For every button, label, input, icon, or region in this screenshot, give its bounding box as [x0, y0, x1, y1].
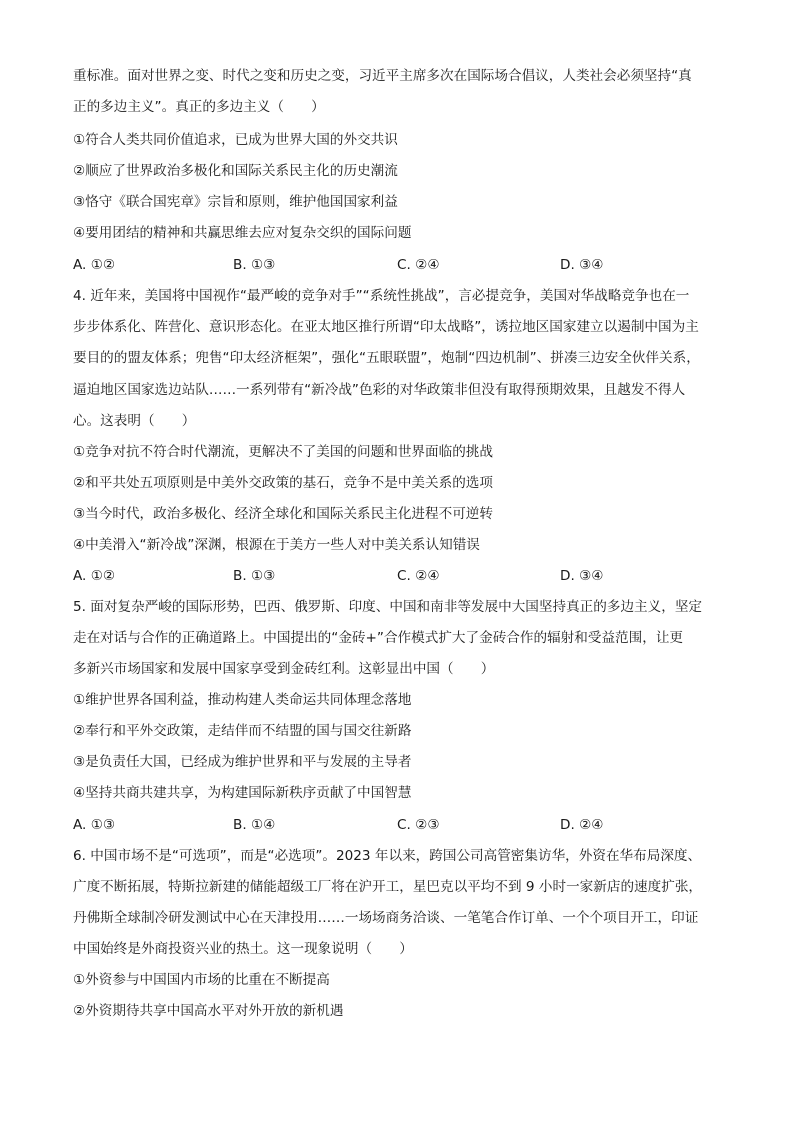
q3-statement-1: ①符合人类共同价值追求，已成为世界大国的外交共识	[73, 132, 398, 148]
q4-stem-line-1: 4. 近年来，美国将中国视作“最严峻的竞争对手”“系统性挑战”，言必提竞争，美国对华战略竞争也在一	[73, 288, 690, 304]
q4-statement-3: ③当今时代，政治多极化、经济全球化和国际关系民主化进程不可逆转	[73, 506, 493, 522]
q6-stem-line-4: 中国始终是外商投资兴业的热土。这一现象说明（ ）	[73, 941, 413, 957]
q4-option-d[interactable]: D. ③④	[560, 568, 604, 584]
q4-stem-line-2: 步步体系化、阵营化、意识形态化。在亚太地区推行所谓“印太战略”，诱拉地区国家建立以遏制中国为主	[73, 319, 699, 335]
q4-options	[73, 566, 723, 586]
q3-option-c[interactable]: C. ②④	[397, 257, 440, 273]
q4-statement-2: ②和平共处五项原则是中美外交政策的基石，竞争不是中美关系的选项	[73, 475, 493, 491]
q6-stem-line-3: 丹佛斯全球制冷研发测试中心在天津投用……一场场商务洽谈、一笔笔合作订单、一个个项目开工，印证	[73, 910, 699, 926]
q4-stem-line-5: 心。这表明（ ）	[73, 413, 196, 429]
q3-statement-4: ④要用团结的精神和共赢思维去应对复杂交织的国际问题	[73, 225, 412, 241]
q5-statement-3: ③是负责任大国，已经成为维护世界和平与发展的主导者	[73, 754, 412, 770]
q4-stem-line-4: 逼迫地区国家选边站队……一系列带有“新冷战”色彩的对华政策非但没有取得预期效果，且越发不得人	[73, 382, 686, 398]
q6-statement-2: ②外资期待共享中国高水平对外开放的新机遇	[73, 1003, 344, 1019]
q3-statement-2: ②顺应了世界政治多极化和国际关系民主化的历史潮流	[73, 163, 398, 179]
q5-stem-line-2: 走在对话与合作的正确道路上。中国提出的“金砖+”合作模式扩大了金砖合作的辐射和受益范围，让更	[73, 630, 684, 646]
q3-stem-line-1: 重标准。面对世界之变、时代之变和历史之变，习近平主席多次在国际场合倡议，人类社会必须坚持“真	[73, 68, 692, 84]
q5-option-c[interactable]: C. ②③	[397, 817, 440, 833]
q3-stem-line-2: 正的多边主义”。真正的多边主义（ ）	[73, 99, 325, 115]
q3-statement-3: ③恪守《联合国宪章》宗旨和原则，维护他国国家利益	[73, 194, 398, 210]
q5-option-d[interactable]: D. ②④	[560, 817, 604, 833]
q6-stem-line-2: 广度不断拓展，特斯拉新建的储能超级工厂将在沪开工，星巴克以平均不到 9 小时一家新店的速度扩张，	[73, 879, 703, 895]
q3-options	[73, 255, 723, 275]
q5-statement-4: ④坚持共商共建共享，为构建国际新秩序贡献了中国智慧	[73, 785, 412, 801]
q5-option-a[interactable]: A. ①③	[73, 817, 116, 833]
q4-option-c[interactable]: C. ②④	[397, 568, 440, 584]
q4-option-b[interactable]: B. ①③	[233, 568, 276, 584]
q4-statement-4: ④中美滑入“新冷战”深渊，根源在于美方一些人对中美关系认知错误	[73, 537, 480, 553]
q4-statement-1: ①竞争对抗不符合时代潮流，更解决不了美国的问题和世界面临的挑战	[73, 444, 493, 460]
q4-option-a[interactable]: A. ①②	[73, 568, 116, 584]
q5-stem-line-1: 5. 面对复杂严峻的国际形势，巴西、俄罗斯、印度、中国和南非等发展中大国坚持真正的多边主义，坚定	[73, 599, 703, 615]
q3-option-d[interactable]: D. ③④	[560, 257, 604, 273]
q5-option-b[interactable]: B. ①④	[233, 817, 276, 833]
q3-option-a[interactable]: A. ①②	[73, 257, 116, 273]
q5-statement-1: ①维护世界各国利益，推动构建人类命运共同体理念落地	[73, 692, 412, 708]
q6-statement-1: ①外资参与中国国内市场的比重在不断提高	[73, 972, 330, 988]
q5-stem-line-3: 多新兴市场国家和发展中国家享受到金砖红利。这彰显出中国（ ）	[73, 661, 495, 677]
q5-options	[73, 815, 723, 835]
q5-statement-2: ②奉行和平外交政策，走结伴而不结盟的国与国交往新路	[73, 723, 412, 739]
q4-stem-line-3: 要目的的盟友体系；兜售“印太经济框架”，强化“五眼联盟”，炮制“四边机制”、拼凑三边安全伙伴关系，	[73, 350, 700, 366]
q3-option-b[interactable]: B. ①③	[233, 257, 276, 273]
q6-stem-line-1: 6. 中国市场不是“可选项”，而是“必选项”。2023 年以来，跨国公司高管密集访华，外资在华布局深度、	[73, 848, 702, 864]
